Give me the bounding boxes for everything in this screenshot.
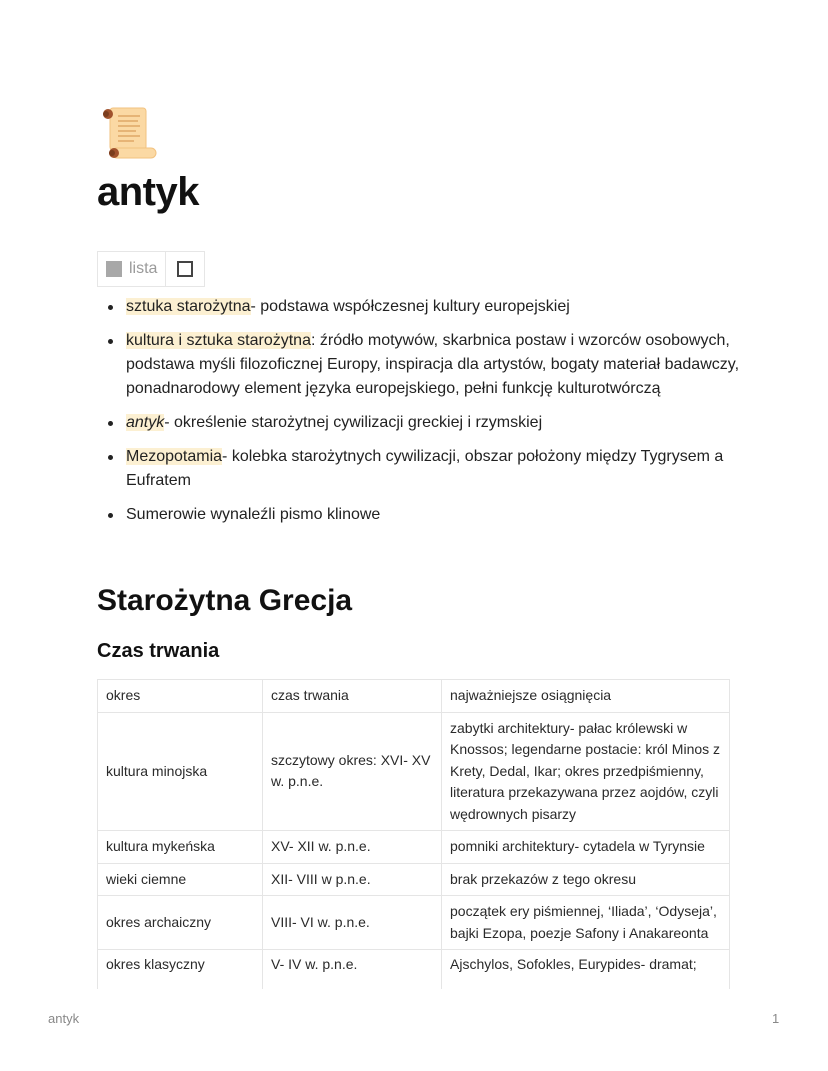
item-text: - kolebka starożytnych cywilizacji, obszar położony między Tygrysem a Eufratem — [126, 448, 724, 489]
table-cell: V- IV w. p.n.e. — [263, 950, 442, 990]
list-item — [126, 503, 756, 527]
highlighted-term: sztuka starożytna — [126, 298, 251, 315]
bullet-list — [97, 295, 756, 537]
list-item — [126, 445, 756, 493]
table-cell: zabytki architektury- pałac królewski w Knossos; legendarne postacie: król Minos z Krety, Dedal, Ikar; okres przedpiśmienny, literatura przekazywana przez aojdów, czyli wędrownych pisarzy — [442, 712, 730, 831]
periods-table — [97, 679, 730, 989]
list-item — [126, 411, 756, 435]
table-cell: XV- XII w. p.n.e. — [263, 831, 442, 864]
list-view-icon — [106, 261, 122, 277]
table-cell: okres archaiczny — [98, 896, 263, 950]
checkbox-icon — [177, 261, 193, 277]
table-cell: wieki ciemne — [98, 863, 263, 896]
page-title: antyk — [97, 170, 199, 214]
table-cell: brak przekazów z tego okresu — [442, 863, 730, 896]
table-header-cell: okres — [98, 680, 263, 713]
table-cell: pomniki architektury- cytadela w Tyrynsie — [442, 831, 730, 864]
table-row — [98, 712, 730, 831]
highlighted-term: Mezopotamia — [126, 448, 223, 465]
table-header-cell: czas trwania — [263, 680, 442, 713]
table-row — [98, 896, 730, 950]
list-item — [126, 329, 756, 401]
table-cell: VIII- VI w. p.n.e. — [263, 896, 442, 950]
view-tab-lista[interactable] — [98, 252, 165, 286]
highlighted-term: kultura i sztuka starożytna — [126, 332, 311, 349]
item-text: : źródło motywów, skarbnica postaw i wzorców osobowych, podstawa myśli filozoficznej Europy, inspiracja dla artystów, bogaty materiał badawczy, ponadnarodowy element języka europejskiego, pełni funkcję kulturotwórczą — [126, 332, 740, 397]
list-item — [126, 295, 756, 319]
table-header-cell: najważniejsze osiągnięcia — [442, 680, 730, 713]
table-cell: Ajschylos, Sofokles, Eurypides- dramat; — [442, 950, 730, 990]
view-tab-checkbox[interactable] — [165, 252, 204, 286]
item-text: - podstawa współczesnej kultury europejskiej — [250, 298, 570, 315]
table-row — [98, 863, 730, 896]
table-header-row — [98, 680, 730, 713]
item-text: Sumerowie wynaleźli pismo klinowe — [126, 506, 381, 523]
table-cell: kultura minojska — [98, 712, 263, 831]
table-row — [98, 950, 730, 990]
table-row — [98, 831, 730, 864]
scroll-icon — [98, 104, 158, 164]
view-tabs — [97, 251, 205, 287]
view-tab-label: lista — [129, 260, 158, 277]
table-cell: okres klasyczny — [98, 950, 263, 990]
item-text: - określenie starożytnej cywilizacji greckiej i rzymskiej — [164, 414, 543, 431]
subsection-heading: Czas trwania — [97, 640, 220, 662]
table-cell: szczytowy okres: XVI- XV w. p.n.e. — [263, 712, 442, 831]
footer-title: antyk — [48, 1011, 80, 1026]
section-heading: Starożytna Grecja — [97, 584, 353, 617]
page-number: 1 — [772, 1011, 780, 1026]
table-cell: XII- VIII w p.n.e. — [263, 863, 442, 896]
table-cell: kultura mykeńska — [98, 831, 263, 864]
table-cell: początek ery piśmiennej, ‘Iliada’, ‘Odyseja’, bajki Ezopa, poezje Safony i Anakareonta — [442, 896, 730, 950]
highlighted-term: antyk — [126, 414, 165, 431]
